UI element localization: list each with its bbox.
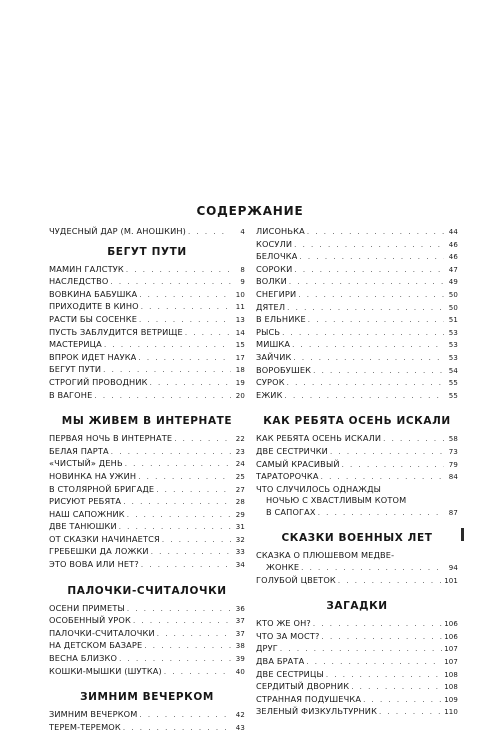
entry-title: ВОЛКИ	[256, 276, 287, 287]
multiline-entry-line[interactable]: СКАЗКА О ПЛЮШЕВОМ МЕДВЕ-	[256, 550, 395, 561]
leader-dots	[162, 535, 231, 547]
toc-entry[interactable]	[49, 666, 245, 679]
toc-entry[interactable]	[49, 509, 245, 522]
leader-dots	[287, 378, 444, 390]
entry-page: 49	[448, 278, 458, 287]
toc-entry[interactable]	[256, 251, 458, 264]
margin-mark	[461, 528, 464, 541]
entry-title: ДРУГ	[256, 643, 278, 654]
entry-title: ПАЛОЧКИ-СЧИТАЛОЧКИ	[49, 627, 155, 638]
entry-title: ВПРОК ИДЕТ НАУКА	[49, 351, 137, 362]
entry-page: 32	[235, 535, 245, 544]
entry-page: 87	[448, 508, 458, 517]
entry-title: СУРОК	[256, 377, 285, 388]
entry-page: 18	[235, 366, 245, 375]
leader-dots	[110, 277, 231, 289]
entry-title: ДЯТЕЛ	[256, 301, 286, 312]
section-war	[256, 531, 458, 545]
leader-dots	[282, 328, 444, 340]
section-heading: СКАЗКИ ВОЕННЫХ ЛЕТ	[281, 532, 433, 545]
entry-title: ЗИМНИМ ВЕЧЕРКОМ	[49, 709, 138, 720]
leader-dots	[94, 391, 231, 403]
entry-page: 40	[235, 667, 245, 676]
entry-title: КОШКИ-МЫШКИ (ШУТКА)	[49, 665, 162, 676]
leader-dots	[338, 576, 442, 588]
section-heading: ПАЛОЧКИ-СЧИТАЛОЧКИ	[67, 584, 227, 597]
entry-page: 17	[235, 353, 245, 362]
entry-title: ВЕСНА БЛИЗКО	[49, 653, 118, 664]
toc-entry[interactable]	[256, 433, 458, 446]
entry-title: САМЫЙ КРАСИВЫЙ	[256, 458, 340, 469]
toc-entry[interactable]	[256, 459, 458, 472]
section-heading: МЫ ЖИВЕМ В ИНТЕРНАТЕ	[61, 415, 233, 428]
entry-page: 108	[444, 683, 458, 692]
entry-title: ЭТО ВОВА ИЛИ НЕТ?	[49, 559, 139, 570]
leader-dots	[188, 227, 231, 239]
entry-title: СТРОГИЙ ПРОВОДНИК	[49, 376, 148, 387]
leader-dots	[139, 710, 231, 722]
entry-title: БЕЛОЧКА	[256, 251, 298, 262]
entry-title: МАСТЕРИЦА	[49, 339, 102, 350]
toc-entry[interactable]	[256, 669, 458, 682]
leader-dots	[318, 508, 444, 520]
toc-entry[interactable]	[49, 276, 245, 289]
toc-entry[interactable]	[49, 653, 245, 666]
leader-dots	[351, 682, 442, 694]
section-riddles	[256, 599, 458, 613]
toc-entry[interactable]	[49, 534, 245, 547]
toc-entry[interactable]	[49, 709, 245, 722]
section-heading: ЗИМНИМ ВЕЧЕРКОМ	[80, 691, 214, 704]
entry-page: 28	[235, 498, 245, 507]
entry-page: 29	[235, 510, 245, 519]
toc-entry[interactable]	[49, 352, 245, 365]
leader-dots	[127, 604, 231, 616]
entry-page: 25	[235, 472, 245, 481]
leader-dots	[126, 265, 231, 277]
entry-page: 44	[448, 228, 458, 236]
toc-entry[interactable]	[49, 521, 245, 534]
entry-title: РЫСЬ	[256, 326, 281, 337]
toc-entry[interactable]	[256, 302, 458, 315]
entry-page: 79	[448, 460, 458, 469]
entry-page: 36	[235, 604, 245, 613]
toc-entry[interactable]	[256, 706, 458, 719]
toc-entry[interactable]	[256, 314, 458, 327]
entry-page: 50	[448, 290, 458, 299]
entry-title: НАСЛЕДСТВО	[49, 276, 109, 287]
entry-page: 34	[235, 561, 245, 570]
left-column	[49, 226, 245, 734]
entry-page: 20	[235, 391, 245, 400]
entry-page: 10	[235, 290, 245, 299]
toc-entry[interactable]	[49, 640, 245, 653]
entry-page: 107	[444, 645, 458, 654]
toc-entry[interactable]	[256, 239, 458, 252]
leader-dots	[322, 632, 443, 644]
entry-page: 13	[235, 315, 245, 324]
toc-entry[interactable]	[256, 390, 458, 403]
entry-title: ГРЕБЕШКИ ДА ЛОЖКИ	[49, 546, 149, 557]
toc-entry[interactable]	[49, 603, 245, 616]
entry-page: 94	[448, 564, 458, 573]
entry-page: 39	[235, 655, 245, 664]
toc-entry[interactable]	[49, 559, 245, 572]
toc-entry[interactable]	[256, 289, 458, 302]
leader-dots	[164, 667, 231, 679]
toc-entry[interactable]	[256, 694, 458, 707]
leader-dots	[294, 240, 444, 252]
entry-title: МИШКА	[256, 339, 291, 350]
leader-dots	[141, 560, 231, 572]
entry-title: ЧТО ЗА МОСТ?	[256, 630, 320, 641]
entry-title: МАМИН ГАЛСТУК	[49, 263, 124, 274]
riddle-entries	[256, 618, 458, 719]
toc-entry[interactable]	[49, 264, 245, 277]
leader-dots	[111, 447, 231, 459]
entry-title: ЗЕЛЕНЫЙ ФИЗКУЛЬТУРНИК	[256, 706, 378, 717]
section-block	[49, 584, 245, 598]
toc-entry[interactable]	[49, 433, 245, 446]
toc-entry[interactable]	[49, 458, 245, 471]
entry-title: В СТОЛЯРНОЙ БРИГАДЕ	[49, 483, 155, 494]
leader-dots	[321, 472, 444, 484]
entry-title: НОВИНКА НА УЖИН	[49, 470, 137, 481]
toc-entry[interactable]	[49, 484, 245, 497]
leader-dots	[306, 657, 442, 669]
toc-entry[interactable]	[256, 575, 458, 588]
leader-dots	[299, 252, 444, 264]
entry-title: ОСЕНИ ПРИМЕТЫ	[49, 602, 125, 613]
entry-title: ЗАЙЧИК	[256, 351, 292, 362]
entry-page: 37	[235, 629, 245, 638]
entry-page: 53	[448, 328, 458, 337]
entry-title: ТАРАТОРОЧКА	[256, 471, 319, 482]
entry-title: В ВАГОНЕ	[49, 389, 93, 400]
entry-page: 73	[448, 447, 458, 456]
entry-title: КТО ЖЕ ОН?	[256, 618, 311, 629]
leader-dots	[307, 227, 444, 239]
entry-page: 107	[444, 658, 458, 667]
entry-page: 24	[235, 460, 245, 469]
entry-title: В ЕЛЬНИКЕ	[256, 314, 306, 325]
leader-dots	[125, 459, 231, 471]
entry-title: КОСУЛИ	[256, 238, 293, 249]
toc-entry[interactable]	[49, 722, 245, 734]
entry-title: ЧУДЕСНЫЙ ДАР (М. АНОШКИН)	[49, 226, 186, 236]
entry-page: 15	[235, 341, 245, 350]
entry-title: ВОВКИНА БАБУШКА	[49, 288, 138, 299]
entry-page: 54	[448, 366, 458, 375]
leader-dots	[342, 460, 444, 472]
toc-entry[interactable]	[49, 446, 245, 459]
section-heading: КАК РЕБЯТА ОСЕНЬ ИСКАЛИ	[263, 415, 451, 428]
leader-dots	[292, 340, 444, 352]
entry-page: 38	[235, 642, 245, 651]
leader-dots	[139, 290, 231, 302]
entry-title: ЕЖИК	[256, 389, 283, 400]
leader-dots	[289, 277, 444, 289]
entry-title: ЖОНКЕ	[266, 562, 300, 573]
leader-dots	[379, 707, 442, 719]
entry-page: 53	[448, 353, 458, 362]
toc-entry[interactable]	[256, 681, 458, 694]
leader-dots	[127, 510, 231, 522]
toc-entry[interactable]	[256, 276, 458, 289]
entry-page: 55	[448, 379, 458, 388]
toc-entry[interactable]	[256, 507, 458, 520]
leader-dots	[119, 654, 231, 666]
entry-page: 11	[235, 303, 245, 312]
entry-title: СОРОКИ	[256, 263, 293, 274]
leader-dots	[313, 619, 442, 631]
entry-page: 8	[240, 265, 245, 274]
entry-title: ОСОБЕННЫЙ УРОК	[49, 615, 131, 626]
section-block	[49, 690, 245, 704]
leader-dots	[330, 447, 444, 459]
entry-page: 27	[235, 485, 245, 494]
toc-entry[interactable]	[49, 615, 245, 628]
left-sections	[49, 245, 245, 734]
toc-entry[interactable]	[49, 327, 245, 340]
entry-title: «ЧИСТЫЙ» ДЕНЬ	[49, 458, 123, 469]
section-autumn	[256, 414, 458, 428]
leader-dots	[326, 670, 442, 682]
entry-title: БЕГУТ ПУТИ	[49, 364, 102, 375]
leader-dots	[298, 290, 444, 302]
toc-entry[interactable]	[256, 365, 458, 378]
entry-page: 4	[240, 228, 245, 236]
entry-title: ТЕРЕМ-ТЕРЕМОК	[49, 721, 121, 732]
toc-entry[interactable]	[256, 631, 458, 644]
entry-page: 106	[444, 620, 458, 629]
toc-entry[interactable]	[256, 226, 458, 239]
entry-page: 46	[448, 240, 458, 249]
toc-entry[interactable]	[256, 643, 458, 656]
leader-dots	[104, 340, 231, 352]
right-column	[256, 226, 458, 719]
entry-title: ПЕРВАЯ НОЧЬ В ИНТЕРНАТЕ	[49, 433, 173, 444]
entry-page: 109	[444, 695, 458, 704]
toc-entry[interactable]	[49, 301, 245, 314]
toc-entry[interactable]	[256, 264, 458, 277]
entry-title: НАШ САПОЖНИК	[49, 508, 125, 519]
leader-dots	[185, 328, 231, 340]
leader-dots	[308, 315, 444, 327]
right-top-entries	[256, 226, 458, 402]
leader-dots	[174, 434, 231, 446]
leader-dots	[313, 366, 444, 378]
leader-dots	[138, 472, 231, 484]
entry-title: ОТ СКАЗКИ НАЧИНАЕТСЯ	[49, 533, 160, 544]
toc-entry[interactable]	[49, 339, 245, 352]
entry-page: 101	[444, 576, 458, 585]
entry-page: 19	[235, 378, 245, 387]
toc-entry[interactable]	[256, 471, 458, 484]
autumn-entries	[256, 433, 458, 483]
entry-page: 53	[448, 341, 458, 350]
toc-entry[interactable]	[49, 471, 245, 484]
entry-page: 33	[235, 548, 245, 557]
entry-page: 55	[448, 391, 458, 400]
entry-page: 42	[235, 711, 245, 720]
entry-page: 47	[448, 265, 458, 274]
leader-dots	[123, 723, 231, 734]
leader-dots	[150, 378, 231, 390]
entry-page: 108	[444, 670, 458, 679]
toc-entry[interactable]	[49, 314, 245, 327]
section-heading: ЗАГАДКИ	[326, 600, 388, 613]
section-block	[49, 414, 245, 428]
entry-title: ПРИХОДИТЕ В КИНО	[49, 301, 139, 312]
entry-title: БЕЛАЯ ПАРТА	[49, 445, 109, 456]
leader-dots	[293, 353, 444, 365]
entry-title: КАК РЕБЯТА ОСЕНЬ ИСКАЛИ	[256, 433, 382, 444]
entry-page: 106	[444, 632, 458, 641]
leader-dots	[141, 302, 231, 314]
entry-title: СТРАННАЯ ПОДУШЕЧКА	[256, 693, 362, 704]
entry-page: 110	[444, 708, 458, 717]
leader-dots	[151, 547, 231, 559]
entry-title: ПУСТЬ ЗАБЛУДИТСЯ ВЕТРИЩЕ	[49, 326, 183, 337]
entry-page: 14	[235, 328, 245, 337]
entry-page: 50	[448, 303, 458, 312]
leader-dots	[301, 563, 444, 575]
entry-page: 37	[235, 617, 245, 626]
page-title: СОДЕРЖАНИЕ	[196, 204, 304, 218]
leader-dots	[294, 265, 444, 277]
multiline-entry-line[interactable]: НОЧЬЮ С ХВАСТЛИВЫМ КОТОМ	[266, 495, 407, 506]
leader-dots	[287, 303, 444, 315]
toc-entry[interactable]	[49, 496, 245, 509]
toc-entry[interactable]	[256, 339, 458, 352]
section-heading: БЕГУТ ПУТИ	[107, 245, 187, 258]
toc-entry[interactable]	[256, 446, 458, 459]
leader-dots	[156, 485, 231, 497]
toc-entry[interactable]	[256, 562, 458, 575]
entry-page: 43	[235, 723, 245, 732]
leader-dots	[280, 644, 442, 656]
leader-dots	[157, 629, 231, 641]
toc-entry[interactable]	[49, 546, 245, 559]
entry-page: 84	[448, 473, 458, 482]
toc-entry[interactable]	[256, 656, 458, 669]
leader-dots	[133, 616, 231, 628]
entry-title: ЛИСОНЬКА	[256, 226, 305, 236]
leader-dots	[103, 365, 231, 377]
leader-dots	[139, 315, 231, 327]
leader-dots	[285, 391, 444, 403]
toc-entry[interactable]	[256, 618, 458, 631]
entry-title: ВОРОБУШЕК	[256, 364, 312, 375]
toc-entry[interactable]	[49, 364, 245, 377]
entry-title: СЕРДИТЫЙ ДВОРНИК	[256, 681, 350, 692]
entry-title: ДВЕ ТАНЮШКИ	[49, 521, 117, 532]
entry-page: 22	[235, 435, 245, 444]
toc-entry[interactable]	[49, 628, 245, 641]
leader-dots	[383, 434, 444, 446]
war-entries	[256, 575, 458, 588]
entry-page: 58	[448, 435, 458, 444]
toc-entry[interactable]	[49, 289, 245, 302]
toc-entry[interactable]	[49, 226, 245, 239]
entry-title: ДВА БРАТА	[256, 656, 305, 667]
entry-page: 46	[448, 253, 458, 262]
leader-dots	[144, 641, 231, 653]
entry-page: 23	[235, 447, 245, 456]
entry-title: РИСУЮТ РЕБЯТА	[49, 496, 122, 507]
entry-page: 9	[240, 278, 245, 287]
leader-dots	[123, 497, 231, 509]
entry-title: ДВЕ СЕСТРИЦЫ	[256, 668, 324, 679]
section-block	[49, 245, 245, 259]
toc-entry[interactable]	[256, 327, 458, 340]
toc-entry[interactable]	[256, 377, 458, 390]
entry-title: СНЕГИРИ	[256, 288, 297, 299]
toc-entry[interactable]	[49, 377, 245, 390]
entry-title: ДВЕ СЕСТРИЧКИ	[256, 445, 328, 456]
multiline-entry-line[interactable]: ЧТО СЛУЧИЛОСЬ ОДНАЖДЫ	[256, 483, 381, 494]
leader-dots	[138, 353, 231, 365]
entry-title: РАСТИ БЫ СОСЕНКЕ	[49, 313, 138, 324]
entry-page: 51	[448, 316, 458, 325]
toc-entry[interactable]	[49, 390, 245, 403]
entry-page: 31	[235, 523, 245, 532]
toc-entry[interactable]	[256, 352, 458, 365]
entry-title: В САПОГАХ	[266, 506, 316, 517]
entry-title: ГОЛУБОЙ ЦВЕТОК	[256, 574, 336, 585]
entry-title: НА ДЕТСКОМ БАЗАРЕ	[49, 640, 143, 651]
leader-dots	[119, 522, 231, 534]
